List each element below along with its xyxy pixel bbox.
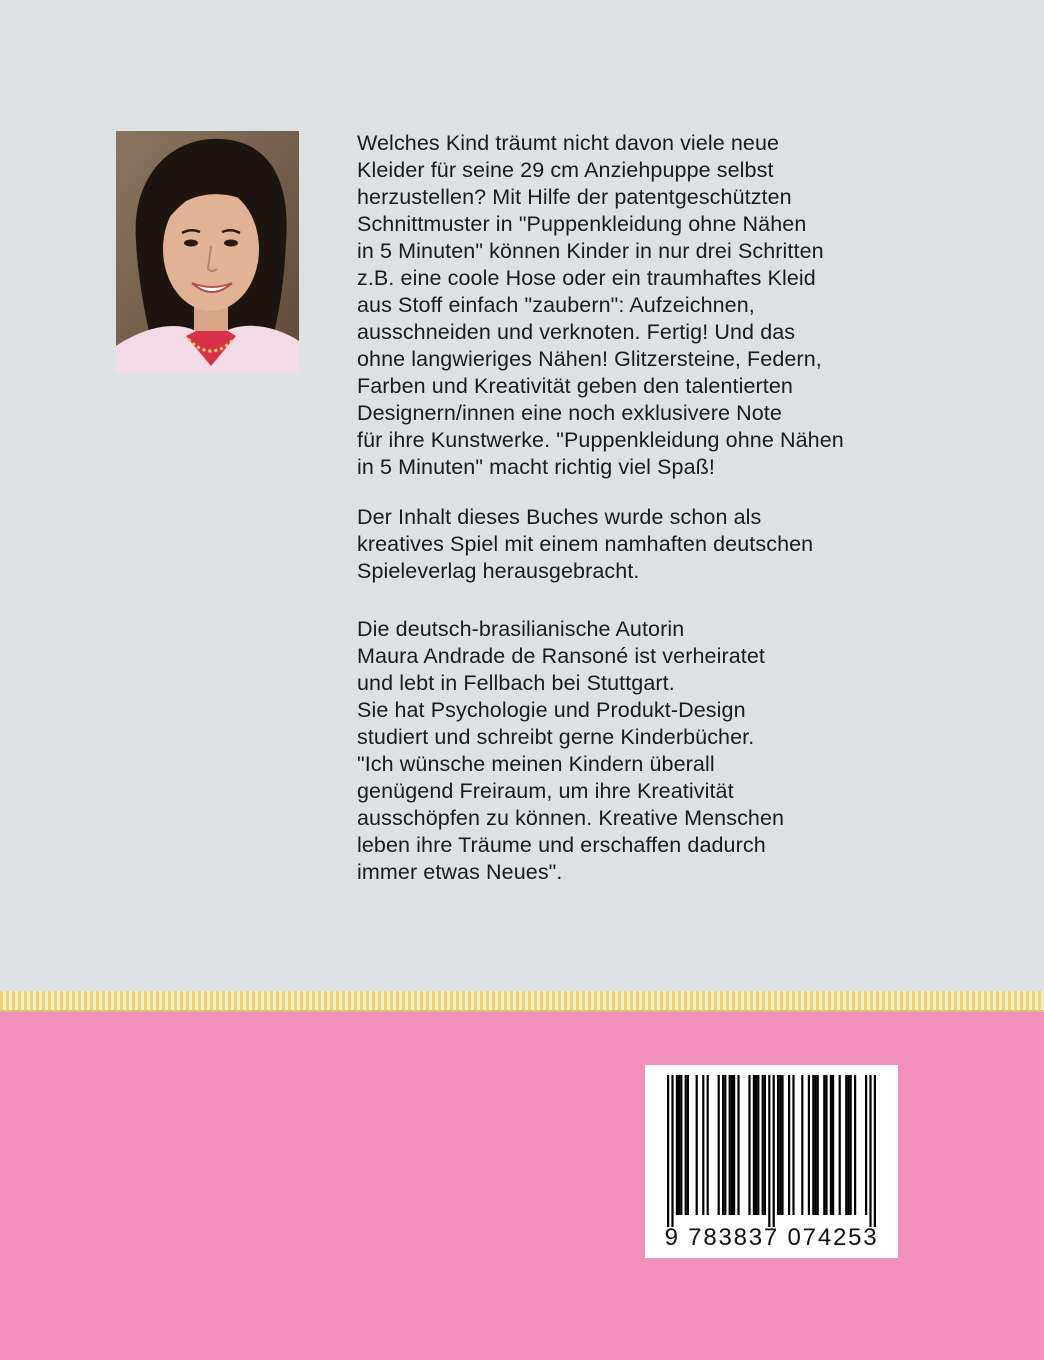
barcode-bar (869, 1075, 871, 1227)
barcode-bar (667, 1075, 669, 1227)
barcode-bar (748, 1075, 750, 1215)
author-line: leben ihre Träume und erschaffen dadurch (357, 833, 766, 857)
barcode-bar (753, 1075, 755, 1215)
barcode-bar (832, 1075, 834, 1215)
description-line: aus Stoff einfach "zaubern": Aufzeichnen, (357, 293, 755, 317)
barcode-bar (812, 1075, 814, 1215)
game-line: Spieleverlag herausgebracht. (357, 559, 640, 583)
barcode-bar (755, 1075, 757, 1215)
barcode-bar (724, 1075, 726, 1215)
author-portrait (116, 131, 299, 373)
barcode-bar (777, 1075, 779, 1215)
barcode-bar (845, 1075, 847, 1215)
barcode-bar (722, 1075, 724, 1215)
author-line: Die deutsch-brasilianische Autorin (357, 617, 685, 641)
description-line: Designern/innen eine noch exklusivere Note (357, 401, 782, 425)
barcode-bar (773, 1075, 775, 1227)
description-line: für ihre Kunstwerke. "Puppenkleidung ohne Nähen (357, 428, 844, 452)
barcode-bar (731, 1075, 733, 1215)
barcode-bar (823, 1075, 825, 1215)
author-bio (357, 616, 917, 886)
barcode-bar (764, 1075, 766, 1215)
description-line: in 5 Minuten" macht richtig viel Spaß! (357, 455, 715, 479)
barcode-bar (801, 1075, 803, 1215)
description-line: z.B. eine coole Hose oder ein traumhaftes Kleid (357, 266, 816, 290)
barcode-bar (854, 1075, 856, 1215)
isbn-barcode (645, 1065, 898, 1258)
description-line: herzustellen? Mit Hilfe der patentgeschützten (357, 185, 792, 209)
barcode-bar (781, 1075, 783, 1215)
description-line: ohne langwieriges Nähen! Glitzersteine, Federn, (357, 347, 822, 371)
author-line: ausschöpfen zu können. Kreative Menschen (357, 806, 785, 830)
barcode-bar (874, 1075, 876, 1227)
barcode-bar (817, 1075, 819, 1215)
barcode-bar (737, 1075, 739, 1215)
barcode-bar (707, 1075, 709, 1215)
barcode-bar (850, 1075, 852, 1215)
game-line: Der Inhalt dieses Buches wurde schon als (357, 505, 762, 529)
description-line: Welches Kind träumt nicht davon viele neue (357, 131, 780, 155)
game-history-paragraph (357, 504, 917, 585)
barcode-bar (779, 1075, 781, 1215)
barcode-bar (702, 1075, 704, 1215)
author-line: Sie hat Psychologie und Produkt-Design (357, 698, 746, 722)
barcode-bar (671, 1075, 673, 1227)
barcode-bar (825, 1075, 827, 1215)
barcode-bar (687, 1075, 689, 1215)
author-line: Maura Andrade de Ransoné ist verheiratet (357, 644, 765, 668)
description-line: Kleider für seine 29 cm Anziehpuppe selbst (357, 158, 774, 182)
author-line: studiert und schreibt gerne Kinderbücher. (357, 725, 755, 749)
barcode-bar (676, 1075, 678, 1215)
barcode-bar (696, 1075, 698, 1215)
barcode-bar (865, 1075, 867, 1215)
decorative-stripe (0, 991, 1044, 1011)
barcode-bar (830, 1075, 832, 1215)
barcode-bar (680, 1075, 682, 1215)
book-description (357, 130, 917, 481)
isbn-number: 9 783837 074253 (664, 1224, 879, 1251)
barcode-bar (733, 1075, 735, 1215)
barcode-bar (839, 1075, 841, 1215)
barcode-bar (718, 1075, 720, 1215)
game-line: kreatives Spiel mit einem namhaften deutschen (357, 532, 814, 556)
author-line: "Ich wünsche meinen Kindern überall (357, 752, 715, 776)
barcode-bar (762, 1075, 764, 1215)
barcode-bar (788, 1075, 790, 1215)
author-line: und lebt in Fellbach bei Stuttgart. (357, 671, 675, 695)
author-line: immer etwas Neues". (357, 860, 563, 884)
barcode-bar (814, 1075, 816, 1215)
barcode-bar (678, 1075, 680, 1215)
barcode-bar (792, 1075, 794, 1215)
barcode-bar (729, 1075, 731, 1215)
barcode-bar (685, 1075, 687, 1215)
description-line: in 5 Minuten" können Kinder in nur drei Schritten (357, 239, 824, 263)
author-line: genügend Freiraum, um ihre Kreativität (357, 779, 734, 803)
barcode-bar (768, 1075, 770, 1227)
description-line: ausschneiden und verknoten. Fertig! Und das (357, 320, 796, 344)
barcode-bar (808, 1075, 810, 1215)
barcode-bar (757, 1075, 759, 1215)
description-line: Schnittmuster in "Puppenkleidung ohne Nähen (357, 212, 807, 236)
barcode-bar (847, 1075, 849, 1215)
description-line: Farben und Kreativität geben den talentierten (357, 374, 793, 398)
